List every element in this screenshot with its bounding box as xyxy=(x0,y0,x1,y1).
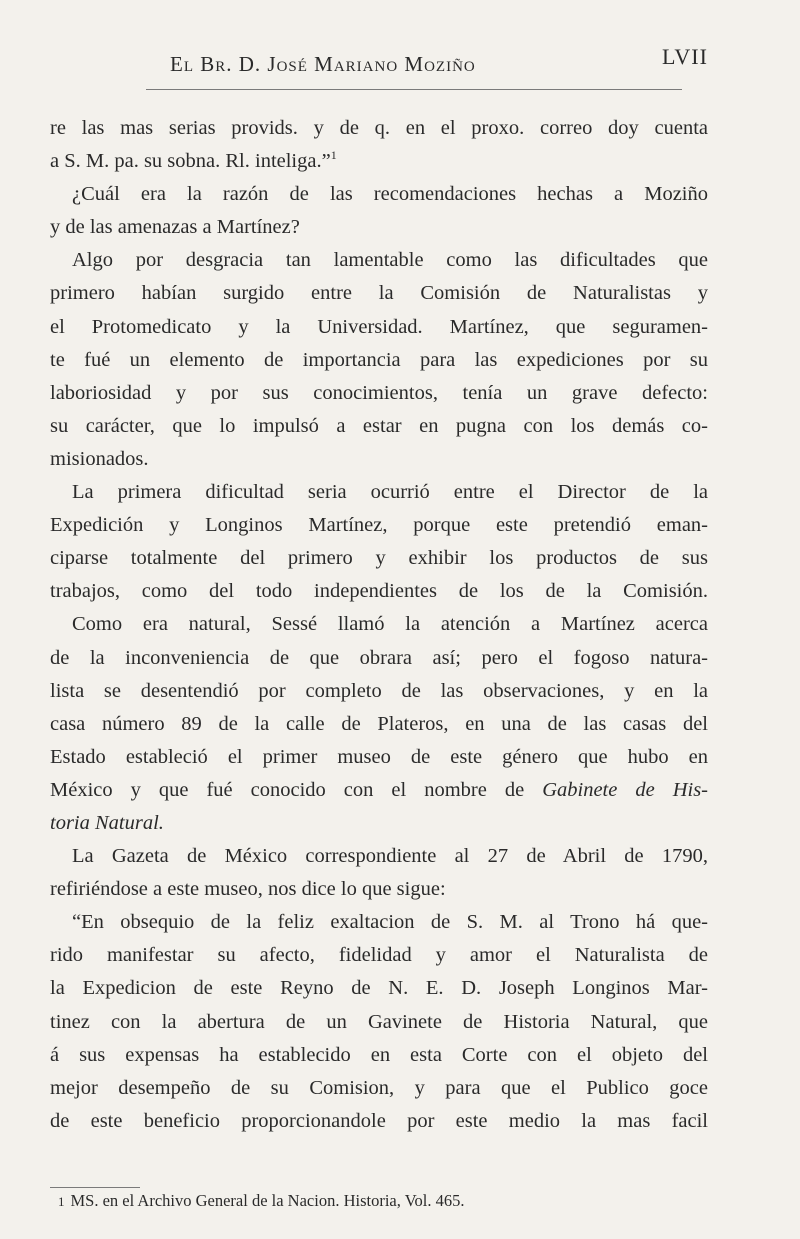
text-line: La Gazeta de México correspondiente al 27 de Abril de 1790, xyxy=(72,845,708,868)
text-line: ciparse totalmente del primero y exhibir los productos de sus xyxy=(50,547,708,570)
text-line: mejor desempeño de su Comision, y para que el Publico goce xyxy=(50,1076,708,1099)
text-line: tinez con la abertura de un Gavinete de Historia Natural, que xyxy=(50,1010,708,1033)
text-line: “En obsequio de la feliz exaltacion de S. M. al Trono há que- xyxy=(72,911,708,934)
text-line: primero habían surgido entre la Comisión de Naturalistas y xyxy=(50,282,708,305)
footnote-number: 1 xyxy=(58,1194,65,1209)
running-head: El Br. D. José Mariano Moziño xyxy=(170,52,476,76)
text-line: re las mas serias provids. y de q. en el proxo. correo doy cuenta xyxy=(50,117,708,139)
text-line: Estado estableció el primer museo de este género que hubo en xyxy=(50,745,708,768)
footnote-rule xyxy=(50,1187,140,1188)
text-line: a S. M. pa. su sobna. Rl. inteliga.”$^1$ xyxy=(50,148,337,173)
text-line: y de las amenazas a Martínez? xyxy=(50,216,300,239)
header-rule xyxy=(146,89,682,90)
text-line: ¿Cuál era la razón de las recomendaciones hechas a Moziño xyxy=(72,183,708,206)
text-line: refiriéndose a este museo, nos dice lo que sigue: xyxy=(50,878,446,901)
text-line: misionados. xyxy=(50,447,149,470)
text-line: su carácter, que lo impulsó a estar en pugna con los demás co- xyxy=(50,414,708,437)
italic-title: Gabinete de His- xyxy=(542,778,709,801)
text-line: Como era natural, Sessé llamó la atención a Martínez acerca xyxy=(72,613,708,636)
text-line: Algo por desgracia tan lamentable como las dificultades que xyxy=(72,249,708,272)
body-text xyxy=(50,112,708,1138)
text-line: toria Natural. xyxy=(50,811,164,834)
text-line: rido manifestar su afecto, fidelidad y amor el Naturalista de xyxy=(50,944,708,967)
text-line: te fué un elemento de importancia para las expediciones por su xyxy=(50,348,708,371)
text-line: de la inconveniencia de que obrara así; pero el fogoso natura- xyxy=(50,646,708,669)
text-line: México y que fué conocido con el nombre de Gabinete de His- xyxy=(50,778,709,801)
text-line: La primera dificultad seria ocurrió entre el Director de la xyxy=(72,481,708,504)
text-line: de este beneficio proporcionandole por este medio la mas facil xyxy=(50,1109,708,1132)
text-line: laboriosidad y por sus conocimientos, tenía un grave defecto: xyxy=(50,381,708,404)
text-line: á sus expensas ha establecido en esta Corte con el objeto del xyxy=(50,1043,708,1066)
text-line: casa número 89 de la calle de Plateros, en una de las casas del xyxy=(50,712,708,735)
page-number: LVII xyxy=(662,44,708,69)
footnote xyxy=(58,1191,758,1211)
text-line: lista se desentendió por completo de las observaciones, y en la xyxy=(50,679,708,702)
footnote-reference: 1 xyxy=(330,148,337,163)
text-line: Expedición y Longinos Martínez, porque este pretendió eman- xyxy=(50,514,708,537)
footnote-text: MS. en el Archivo General de la Nacion. Historia, Vol. 465. xyxy=(70,1191,465,1210)
page-header xyxy=(0,44,800,92)
text-line: el Protomedicato y la Universidad. Martínez, que seguramen- xyxy=(50,315,708,338)
text-line: la Expedicion de este Reyno de N. E. D. Joseph Longinos Mar- xyxy=(50,977,708,1000)
text-line: trabajos, como del todo independientes de los de la Comisión. xyxy=(50,580,708,603)
